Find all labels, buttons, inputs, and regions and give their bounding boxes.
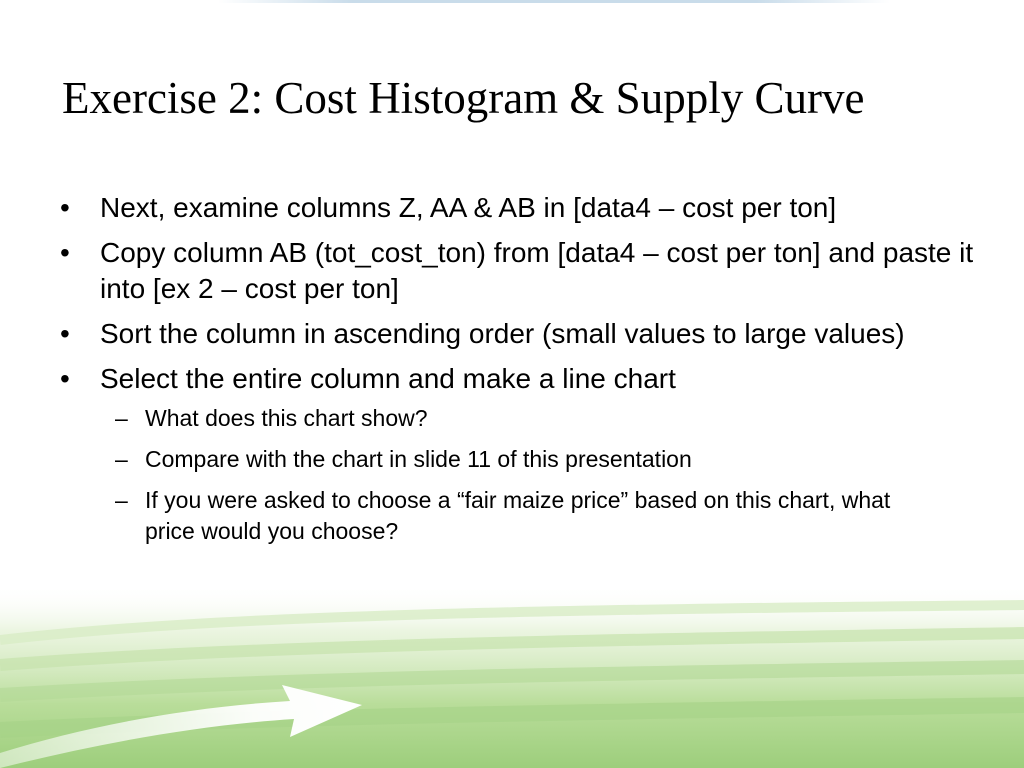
sub-bullet-item [100,444,945,475]
sub-bullet-marker: – [115,446,128,472]
bullet-item [60,316,980,352]
bullet-marker: • [60,318,70,349]
sub-bullet-item [100,485,945,547]
slide-content [60,190,980,557]
bullet-text: Sort the column in ascending order (small values to large values) [100,318,905,349]
top-decorative-rule [218,0,890,3]
bullet-text: Select the entire column and make a line chart [100,363,676,394]
sub-bullet-marker: – [115,405,128,431]
sub-bullet-list [100,403,980,547]
bullet-item [60,235,980,307]
sub-bullet-item [100,403,945,434]
bullet-text: Next, examine columns Z, AA & AB in [data4 – cost per ton] [100,192,837,223]
bullet-item [60,361,980,547]
sub-bullet-text: What does this chart show? [145,405,428,431]
bullet-marker: • [60,363,70,394]
bullet-text: Copy column AB (tot_cost_ton) from [data4 – cost per ton] and paste it into [ex 2 – cost per ton] [100,237,974,304]
green-field-decoration [0,585,1024,768]
bullet-marker: • [60,192,70,223]
sub-bullet-marker: – [115,487,128,513]
bullet-marker: • [60,237,70,268]
slide-title: Exercise 2: Cost Histogram & Supply Curve [62,73,865,123]
sub-bullet-text: Compare with the chart in slide 11 of this presentation [145,446,692,472]
bullet-list [60,190,980,547]
sub-bullet-text: If you were asked to choose a “fair maize price” based on this chart, what price would you choose? [145,487,891,544]
bullet-item [60,190,980,226]
